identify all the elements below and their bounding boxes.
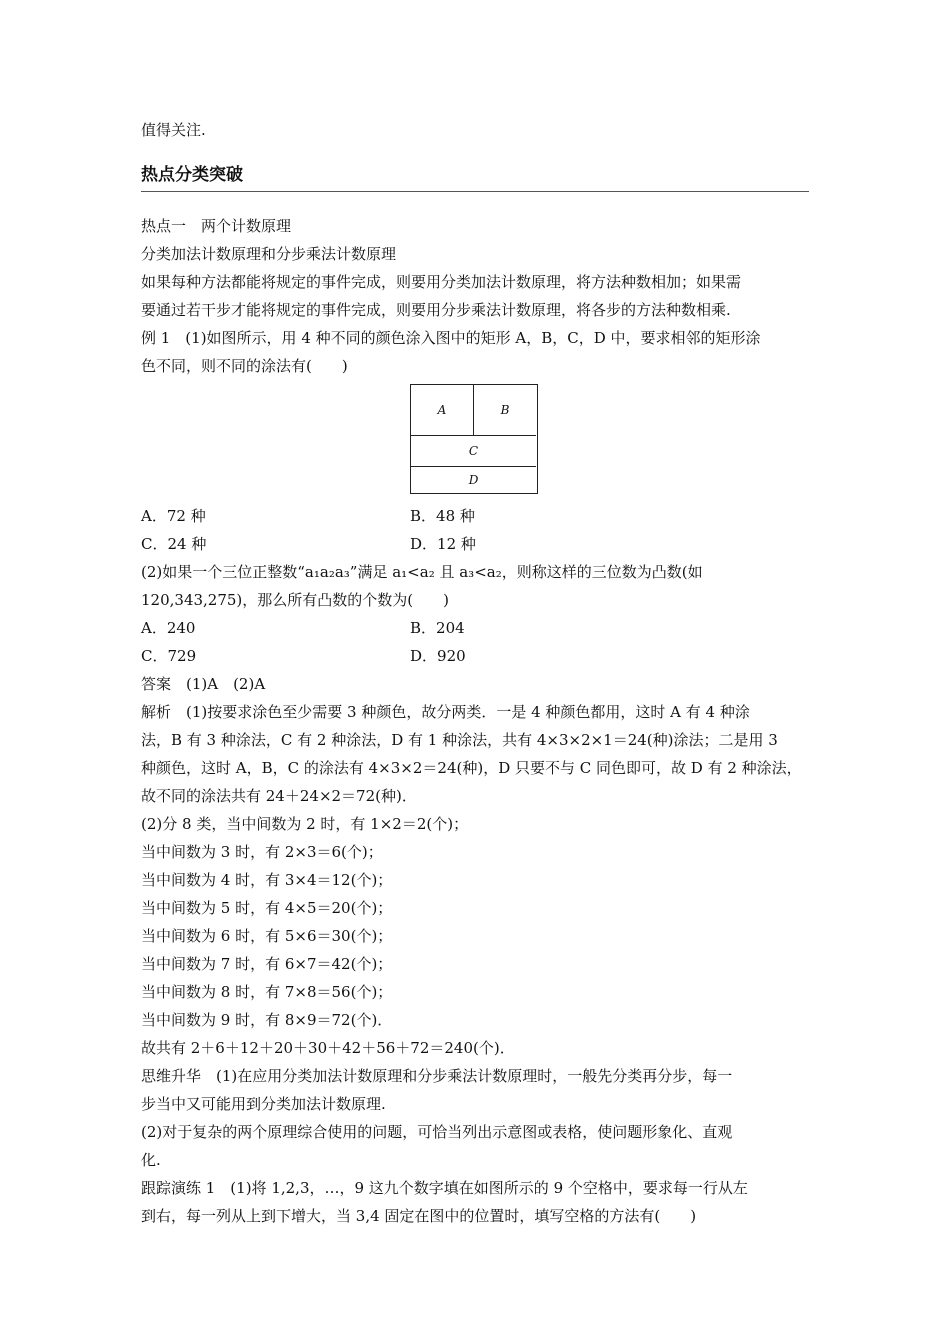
- desc-line: 要通过若干步才能将规定的事件完成，则要用分步乘法计数原理，将各步的方法种数相乘.: [141, 301, 731, 319]
- region-d: D: [468, 472, 479, 487]
- question-2-line: (2)如果一个三位正整数“a₁a₂a₃”满足 a₁<a₂ 且 a₃<a₂，则称这样的三位数为凸数(如: [141, 563, 703, 581]
- analysis-line: 当中间数为 8 时，有 7×8＝56(个)；: [141, 983, 393, 1001]
- analysis-line: (2)分 8 类，当中间数为 2 时，有 1×2＝2(个)；: [141, 815, 469, 833]
- option-b: B．204: [410, 619, 465, 637]
- thinking-line: (2)对于复杂的两个原理综合使用的问题，可恰当列出示意图或表格，使问题形象化、直观: [141, 1123, 733, 1141]
- analysis-line: 解析 (1)按要求涂色至少需要 3 种颜色，故分两类．一是 4 种颜色都用，这时 A 有 4 种涂: [141, 703, 750, 721]
- section-heading: 热点分类突破: [141, 165, 243, 185]
- intro-text: 值得关注.: [141, 121, 206, 139]
- analysis-line: 当中间数为 9 时，有 8×9＝72(个)．: [141, 1011, 393, 1029]
- option-d: D．920: [410, 647, 466, 665]
- analysis-line: 当中间数为 6 时，有 5×6＝30(个)；: [141, 927, 393, 945]
- option-a: A．72 种: [141, 507, 206, 525]
- analysis-line: 当中间数为 4 时，有 3×4＝12(个)；: [141, 871, 393, 889]
- subtitle: 分类加法计数原理和分步乘法计数原理: [141, 245, 397, 263]
- desc-line: 如果每种方法都能将规定的事件完成，则要用分类加法计数原理，将方法种数相加；如果需: [141, 273, 742, 291]
- analysis-line: 种颜色，这时 A，B，C 的涂法有 4×3×2＝24(种)，D 只要不与 C 同色即可，故 D 有 2 种涂法，: [141, 759, 802, 777]
- thinking-line: 化.: [141, 1151, 161, 1169]
- question-2-line: 120,343,275)，那么所有凸数的个数为( ): [141, 591, 449, 609]
- option-c: C．729: [141, 647, 197, 665]
- analysis-line: 法，B 有 3 种涂法，C 有 2 种涂法，D 有 1 种涂法，共有 4×3×2×1＝24(种)涂法；二是用 3: [141, 731, 778, 749]
- option-c: C．24 种: [141, 535, 207, 553]
- thinking-line: 思维升华 (1)在应用分类加法计数原理和分步乘法计数原理时，一般先分类再分步，每一: [141, 1067, 733, 1085]
- practice-line: 跟踪演练 1 (1)将 1,2,3，…，9 这九个数字填在如图所示的 9 个空格中，要求每一行从左: [141, 1179, 748, 1197]
- option-a: A．240: [141, 619, 196, 637]
- region-b: B: [474, 385, 536, 436]
- analysis-line: 当中间数为 7 时，有 6×7＝42(个)；: [141, 955, 393, 973]
- heading-rule: [141, 191, 809, 192]
- region-c: C: [411, 436, 536, 467]
- analysis-line: 当中间数为 5 时，有 4×5＝20(个)；: [141, 899, 393, 917]
- rectangle-figure: [410, 384, 538, 494]
- example-1-line: 例 1 (1)如图所示，用 4 种不同的颜色涂入图中的矩形 A，B，C，D 中，要求相邻的矩形涂: [141, 329, 761, 347]
- option-d: D．12 种: [410, 535, 476, 553]
- hotspot-title: 热点一 两个计数原理: [141, 217, 292, 235]
- thinking-line: 步当中又可能用到分类加法计数原理.: [141, 1095, 386, 1113]
- analysis-line: 当中间数为 3 时，有 2×3＝6(个)；: [141, 843, 383, 861]
- practice-line: 到右，每一列从上到下增大，当 3,4 固定在图中的位置时，填写空格的方法有( ): [141, 1207, 697, 1225]
- example-1-line: 色不同，则不同的涂法有( ): [141, 357, 348, 375]
- analysis-line: 故不同的涂法共有 24＋24×2＝72(种)．: [141, 787, 417, 805]
- analysis-line: 故共有 2＋6＋12＋20＋30＋42＋56＋72＝240(个)．: [141, 1039, 515, 1057]
- answer: 答案 (1)A (2)A: [141, 675, 266, 693]
- region-a: A: [411, 385, 474, 436]
- option-b: B．48 种: [410, 507, 475, 525]
